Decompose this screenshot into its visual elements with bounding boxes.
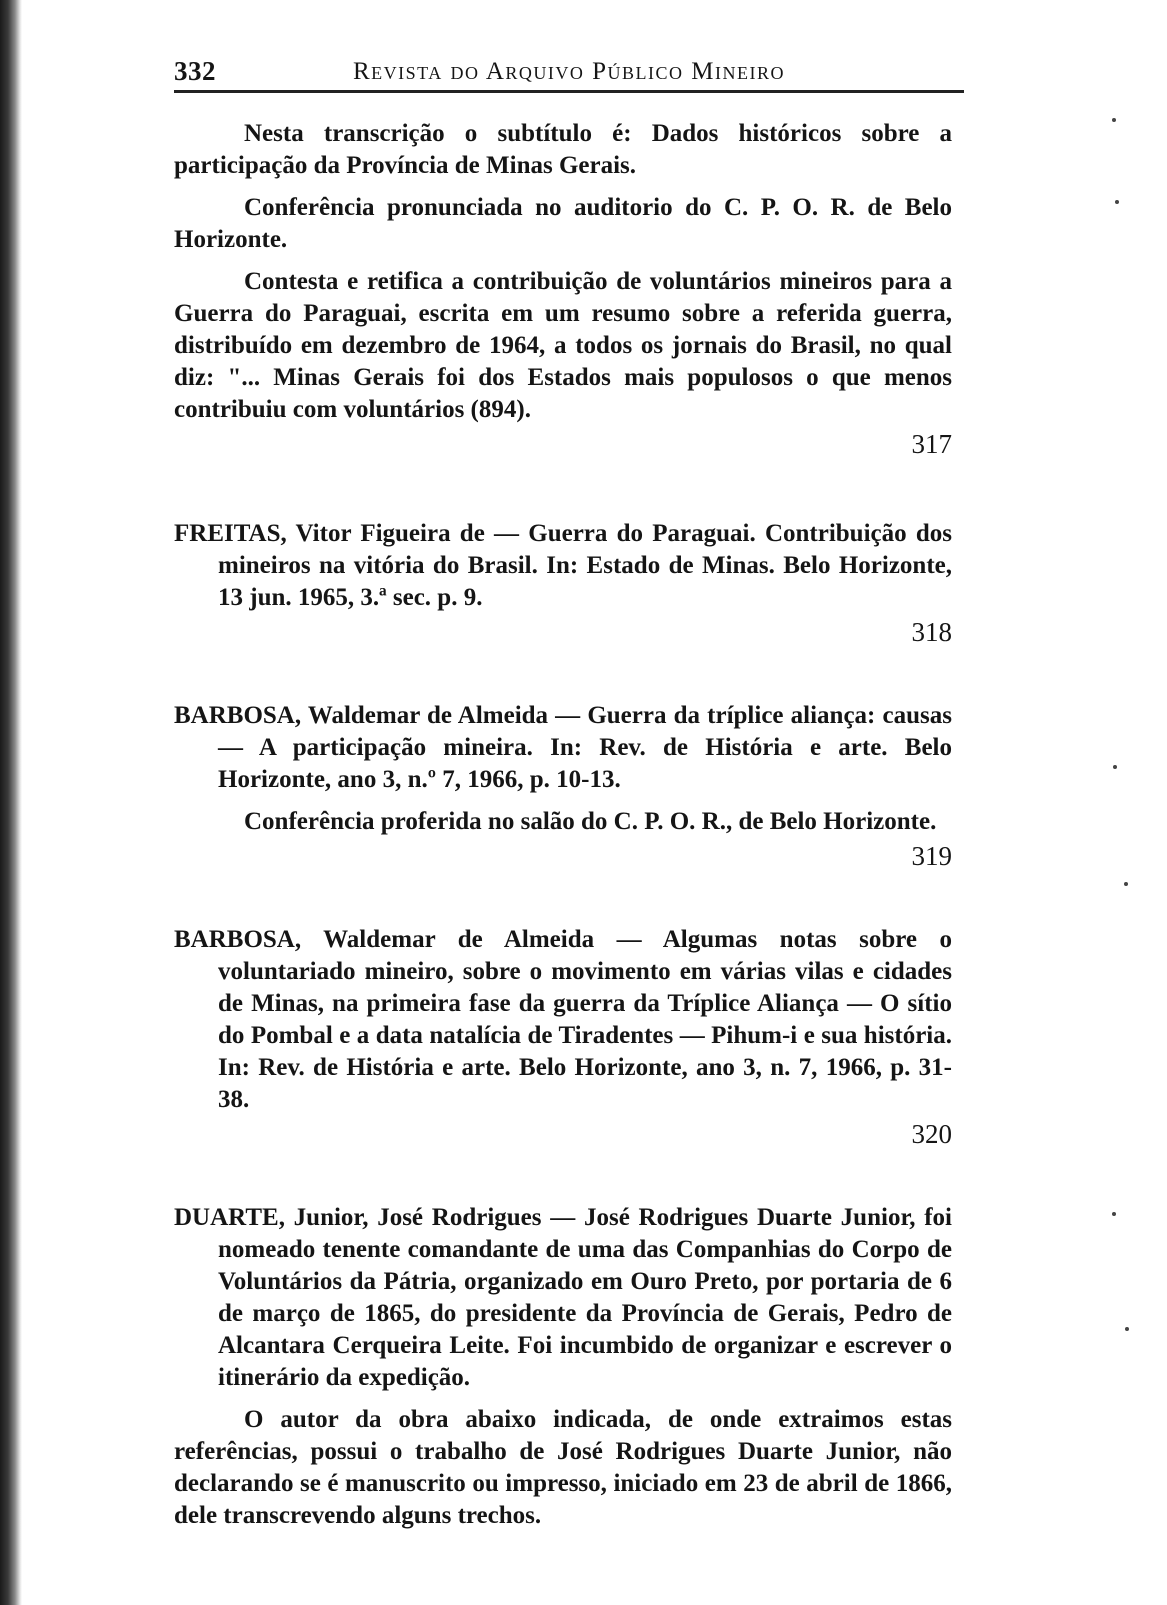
scan-speck [1125, 1327, 1129, 1331]
bibliography-entry [174, 700, 952, 872]
entry-text: Waldemar de Almeida — Algumas notas sobre o voluntariado mineiro, sobre o movimento em várias vilas e cidades de Minas, na primeira fase da guerra da Tríplice Aliança — O sítio do Pombal e a data natalícia de Tiradentes — Pihum-i e sua história. In: Rev. de História e arte. Belo Horizonte, ano 3, n. 7, 1966, p. 31-38. [218, 926, 952, 1113]
entry-author: BARBOSA, [174, 702, 302, 729]
entry-author: BARBOSA, [174, 926, 302, 953]
entry-citation [174, 518, 952, 614]
scan-speck [1124, 882, 1128, 886]
entry-number: 317 [911, 429, 952, 459]
entry-citation [174, 924, 952, 1116]
entry-text: Vitor Figueira de — Guerra do Paraguai. Contribuição dos mineiros na vitória do Brasil. In: Estado de Minas. Belo Horizonte, 13 jun. 1965, 3.ª sec. p. 9. [218, 520, 952, 611]
scan-speck [1113, 765, 1117, 769]
entry-number: 319 [911, 841, 952, 871]
bibliography-entry [174, 1202, 952, 1532]
entry-citation [174, 1202, 952, 1394]
page-body [174, 118, 952, 1532]
bibliography-entry [174, 518, 952, 648]
entry-number: 318 [911, 617, 952, 647]
entry-note: O autor da obra abaixo indicada, de onde extraimos estas referências, possui o trabalho de José Rodrigues Duarte Junior, não declarando se é manuscrito ou impresso, iniciado em 23 de abril de 1866, dele transcrevendo alguns trechos. [174, 1406, 952, 1529]
entry-text: Waldemar de Almeida — Guerra da tríplice aliança: causas — A participação mineira. In: Rev. de História e arte. Belo Horizonte, ano 3, n.º 7, 1966, p. 10-13. [218, 702, 952, 793]
page-header [174, 50, 964, 93]
bibliography-entry [174, 924, 952, 1150]
entry-note: Conferência proferida no salão do C. P. O. R., de Belo Horizonte. [244, 808, 937, 835]
intro-paragraph: Contesta e retifica a contribuição de voluntários mineiros para a Guerra do Paraguai, escrita em um resumo sobre a referida guerra, distribuído em dezembro de 1964, a todos os jornais do Brasil, no qual diz: "... Minas Gerais foi dos Estados mais populosos o que menos contribuiu com voluntários (894). [174, 268, 952, 423]
entry-citation [174, 700, 952, 796]
page-number: 332 [174, 56, 216, 86]
entry-text: Junior, José Rodrigues — José Rodrigues Duarte Junior, foi nomeado tenente comandante de uma das Companhias do Corpo de Voluntários da Pátria, organizado em Ouro Preto, por portaria de 6 de março de 1865, do presidente da Província de Gerais, Pedro de Alcantara Cerqueira Leite. Foi incumbido de organizar e escrever o itinerário da expedição. [218, 1204, 952, 1391]
entry-author: DUARTE, [174, 1204, 285, 1231]
scan-speck [1112, 1212, 1116, 1216]
entry-author: FREITAS, [174, 520, 287, 547]
intro-paragraph: Conferência pronunciada no auditorio do C. P. O. R. de Belo Horizonte. [174, 194, 952, 253]
page-binding-edge [0, 0, 22, 1605]
running-title: Revista do Arquivo Público Mineiro [352, 58, 785, 85]
intro-paragraph: Nesta transcrição o subtítulo é: Dados históricos sobre a participação da Província de Minas Gerais. [174, 120, 952, 179]
scan-speck [1112, 118, 1116, 122]
intro-block [174, 118, 952, 460]
scan-speck [1115, 200, 1119, 204]
entry-number: 320 [911, 1119, 952, 1149]
